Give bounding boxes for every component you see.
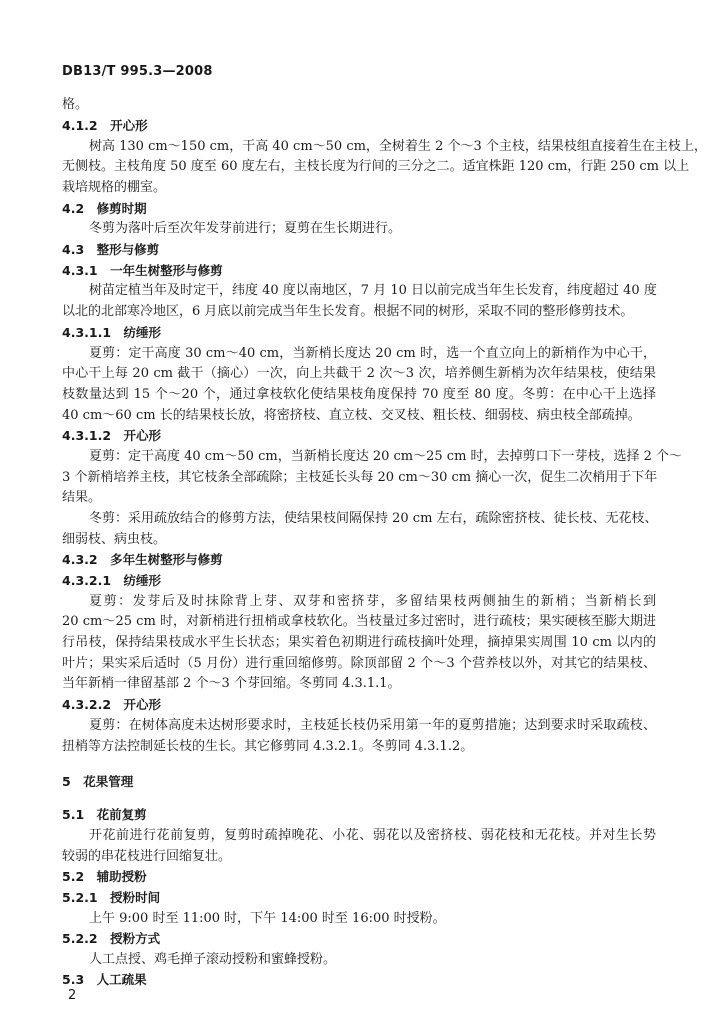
text-line: 当年新梢一律留基部 2 个～3 个芽回缩。冬剪同 4.3.1.1。 (62, 676, 401, 691)
text-line: 叶片；果实采后适时（5 月份）进行重回缩修剪。除顶部留 2 个～3 个营养枝以外，对其它的结果枝、 (62, 656, 656, 671)
text-line: 行吊枝，保持结果枝成水平生长状态；果实着色初期进行疏枝摘叶处理，摘掉果实周围 10 cm 以内的 (62, 635, 656, 650)
text-line: 夏剪：定干高度 30 cm～40 cm，当新梢长度达 20 cm 时，选一个直立向上的新梢作为中心干， (89, 346, 656, 361)
text-line: 格。 (62, 97, 89, 112)
text-line: 中心干上每 20 cm 截干（摘心）一次，向上共截干 2 次～3 次，培养侧生新梢为次年结果枝，使结果 (62, 366, 656, 381)
text-line: 3 个新梢培养主枝，其它枝条全部疏除；主枝延长头每 20 cm～30 cm 摘心一次，促生二次梢用于下年 (62, 470, 658, 485)
text-line: 扭梢等方法控制延长枝的生长。其它修剪同 4.3.2.1。冬剪同 4.3.1.2。 (62, 739, 474, 754)
text-line: 冬剪为落叶后至次年发芽前进行；夏剪在生长期进行。 (89, 221, 402, 236)
text-line: 20 cm～25 cm 时，对新梢进行扭梢或拿枝软化。当枝量过多过密时，进行疏枝；果实硬核至膨大期进 (62, 614, 656, 629)
section-heading: 5.2.2 授粉方式 (62, 931, 161, 946)
text-line: 40 cm～60 cm 长的结果枝长放，将密挤枝、直立枝、交叉枝、粗长枝、细弱枝、病虫枝全部疏掉。 (62, 408, 641, 423)
text-line: 树高 130 cm～150 cm，干高 40 cm～50 cm，全树着生 2 个～3 个主枝，结果枝组直接着生在主枝上， (89, 139, 707, 154)
section-heading: 4.3.1.2 开心形 (62, 428, 162, 443)
text-line: 结果。 (62, 490, 102, 505)
text-line: 夏剪：在树体高度未达树形要求时，主枝延长枝仍采用第一年的夏剪措施；达到要求时采取疏枝、 (89, 718, 656, 733)
section-heading: 4.3.2.1 纺缍形 (62, 573, 162, 588)
section-heading: 4.3 整形与修剪 (62, 242, 160, 257)
section-heading: 4.3.2.2 开心形 (62, 697, 162, 712)
section-heading: 4.3.2 多年生树整形与修剪 (62, 552, 223, 567)
text-line: 夏剪：定干高度 40 cm～50 cm，当新梢长度达 20 cm～25 cm 时，去掉剪口下一芽枝，选择 2 个～ (89, 449, 683, 464)
text-line: 无侧枝。主枝角度 50 度至 60 度左右，主枝长度为行间的三分之二。适宜株距 120 cm，行距 250 cm 以上 (62, 159, 690, 174)
document-code: DB13/T 995.3—2008 (62, 64, 213, 79)
text-line: 冬剪：采用疏放结合的修剪方法，使结果枝间隔保持 20 cm 左右，疏除密挤枝、徒长枝、无花枝、 (89, 511, 658, 526)
section-heading: 5.1 花前复剪 (62, 807, 147, 822)
text-line: 栽培规格的棚室。 (62, 180, 167, 195)
text-line: 枝数量达到 15 个～20 个，通过拿枝软化使结果枝角度保持 70 度至 80 度。冬剪：在中心干上选择 (62, 387, 656, 402)
text-line: 上午 9:00 时至 11:00 时，下午 14:00 时至 16:00 时授粉。 (89, 911, 446, 926)
text-line: 细弱枝、病虫枝。 (62, 532, 167, 547)
section-heading: 4.3.1 一年生树整形与修剪 (62, 263, 223, 278)
text-line: 以北的北部寒冷地区，6 月底以前完成当年生长发育。根据不同的树形，采取不同的整形修剪技术。 (62, 304, 634, 319)
text-line: 树苗定植当年及时定干，纬度 40 度以南地区，7 月 10 日以前完成当年生长发育，纬度超过 40 度 (89, 283, 657, 298)
section-heading: 4.1.2 开心形 (62, 118, 148, 133)
section-heading: 4.2 修剪时期 (62, 201, 147, 216)
chapter-heading: 5 花果管理 (62, 774, 134, 789)
section-heading: 5.2 辅助授粉 (62, 869, 147, 884)
page-number: 2 (68, 988, 77, 1003)
text-line: 开花前进行花前复剪，复剪时疏掉晚花、小花、弱花以及密挤枝、弱花枝和无花枝。并对生长势 (89, 828, 656, 843)
text-line: 人工点授、鸡毛掸子滚动授粉和蜜蜂授粉。 (89, 952, 337, 967)
text-line: 较弱的串花枝进行回缩复壮。 (62, 849, 232, 864)
section-heading: 5.3 人工疏果 (62, 972, 147, 987)
text-line: 夏剪：发芽后及时抹除背上芽、双芽和密挤芽，多留结果枝两侧抽生的新梢；当新梢长到 (89, 594, 656, 609)
section-heading: 5.2.1 授粉时间 (62, 890, 161, 905)
section-heading: 4.3.1.1 纺缍形 (62, 325, 162, 340)
